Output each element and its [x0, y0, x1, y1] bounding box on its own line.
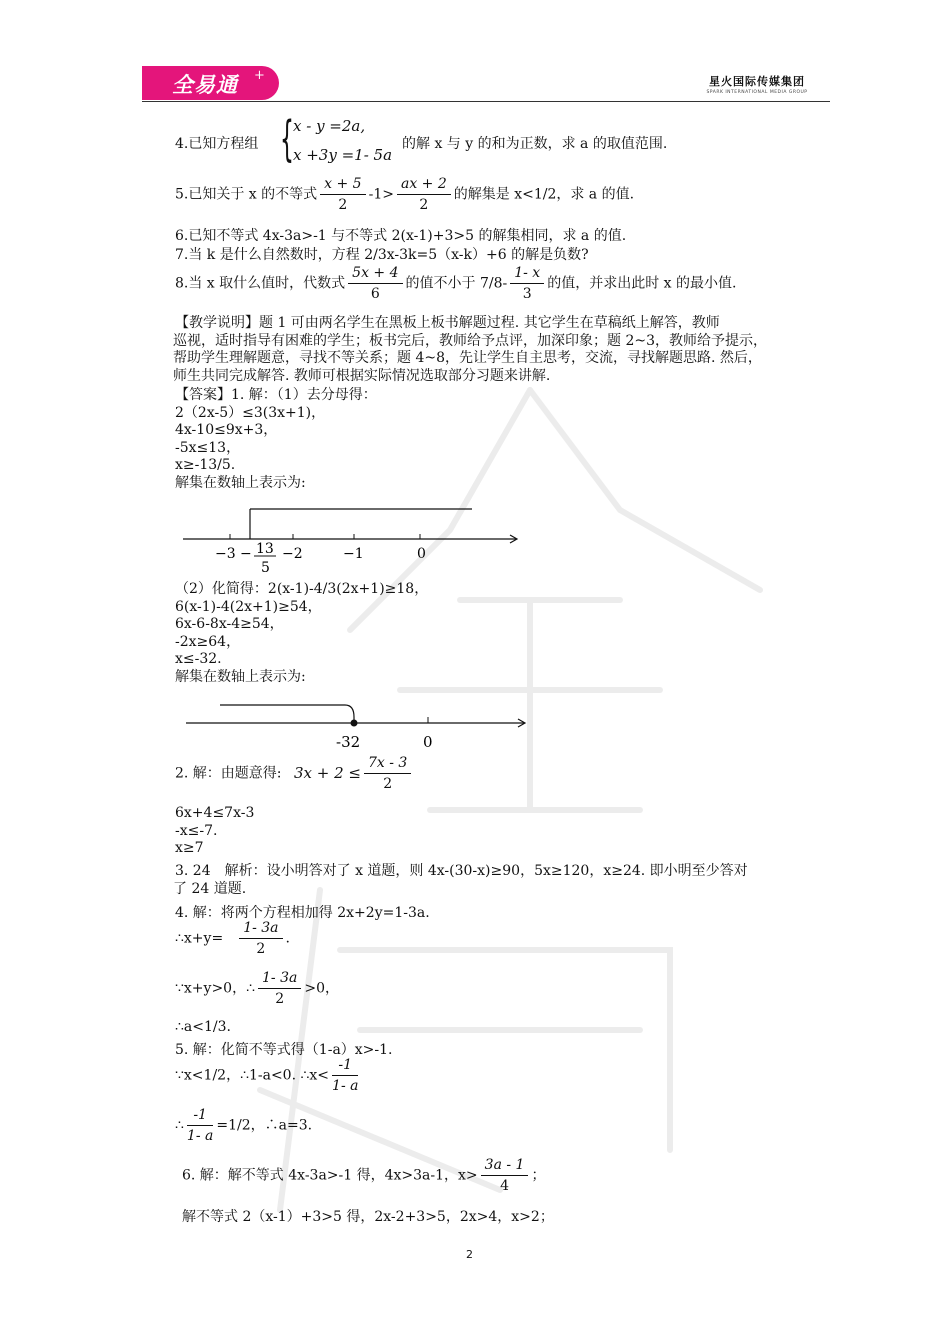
- answer-4-prefix: ∴x+y=: [175, 930, 224, 947]
- answer-6-fraction: [481, 1157, 529, 1194]
- answer-2-fraction-num: 7x - 3: [364, 755, 411, 774]
- answer-line: 2（2x-5）≤3(3x+1)，: [175, 404, 326, 421]
- answer-4-gt: >0，: [304, 980, 339, 997]
- question-7: 7.当 k 是什么自然数时，方程 2/3x-3k=5（x-k）+6 的解是负数?: [175, 247, 589, 263]
- axis-label: 0: [423, 733, 433, 751]
- answer-5-line-3: [175, 1107, 312, 1144]
- answer-line: -x≤-7.: [175, 822, 218, 839]
- answer-line: 了 24 道题.: [173, 881, 247, 897]
- answer-5-fraction-den: 1- a: [332, 1078, 359, 1094]
- answer-5-fraction: [332, 1057, 358, 1094]
- q5-prefix: 5.已知关于 x 的不等式: [175, 186, 318, 203]
- answer-5-line-2: [175, 1057, 361, 1094]
- q5-fraction-1: [320, 176, 365, 213]
- number-line-1: [180, 500, 525, 580]
- answer-line: 解集在数轴上表示为:: [175, 668, 306, 685]
- logo-text: 全易通: [172, 73, 238, 97]
- question-8: [175, 265, 736, 302]
- answer-6-fraction-num: 3a - 1: [481, 1157, 529, 1176]
- answer-2-steps: [175, 805, 254, 858]
- axis-fraction-den: 5: [261, 560, 270, 576]
- header-rule: [142, 101, 830, 102]
- teaching-notes: [175, 315, 767, 385]
- q8-fraction-2-den: 3: [522, 286, 532, 302]
- question-6: 6.已知不等式 4x-3a>-1 与不等式 2(x-1)+3>5 的解集相同，求 a 的值.: [175, 228, 627, 244]
- logo-star-icon: +: [254, 68, 265, 83]
- answer-5-therefore: ∴: [175, 1117, 184, 1134]
- q5-middle: -1>: [368, 186, 394, 203]
- q4-equation-1: x - y =2a,: [293, 117, 366, 135]
- answer-1-part-2: [175, 581, 428, 686]
- answer-4-because: ∵x+y>0，∴: [175, 980, 255, 997]
- answer-5-fraction-num: -1: [332, 1057, 358, 1076]
- answer-2-fraction-den: 2: [383, 776, 393, 792]
- answer-3: [175, 862, 748, 898]
- q5-suffix: 的解集是 x<1/2，求 a 的值.: [453, 186, 635, 203]
- answer-line: 6x-6-8x-4≥54，: [175, 616, 284, 632]
- q4-suffix: 的解 x 与 y 的和为正数，求 a 的取值范围.: [402, 136, 668, 152]
- answer-4-fraction-den: 2: [256, 941, 266, 957]
- q8-suffix: 的值，并求出此时 x 的最小值.: [547, 275, 737, 292]
- publisher-name-en: SPARK INTERNATIONAL MEDIA GROUP: [706, 90, 808, 95]
- q8-prefix: 8.当 x 取什么值时，代数式: [175, 275, 346, 292]
- answer-line: 3. 24 解析：设小明答对了 x 道题，则 4x-(30-x)≥90，5x≥120，x≥24. 即小明至少答对: [175, 863, 748, 879]
- number-line-2: [180, 695, 530, 755]
- answer-line: x≤-32.: [175, 651, 222, 667]
- question-5: [175, 176, 634, 213]
- teaching-line: 师生共同完成解答. 教师可根据实际情况选取部分习题来讲解.: [173, 367, 551, 384]
- answer-5-fraction-2: [187, 1107, 213, 1144]
- answer-4-fraction-num: 1- 3a: [239, 920, 282, 939]
- answer-line: 4x-10≤9x+3，: [175, 422, 278, 438]
- answer-4-fraction-2-den: 2: [275, 991, 285, 1007]
- answer-line: 解集在数轴上表示为:: [175, 474, 306, 491]
- q5-fraction-1-den: 2: [338, 197, 348, 213]
- q5-fraction-2-num: ax + 2: [397, 176, 451, 195]
- answer-2-lhs: 3x + 2 ≤: [293, 763, 361, 782]
- answer-line: x≥-13/5.: [175, 457, 236, 473]
- answer-2: [175, 755, 414, 792]
- answer-4-line-1: 4. 解：将两个方程相加得 2x+2y=1-3a.: [175, 905, 430, 921]
- axis-fraction-sign: −: [240, 546, 252, 562]
- q4-prefix: 4.已知方程组: [175, 136, 259, 152]
- answer-2-fraction: [364, 755, 411, 792]
- q8-fraction-1-den: 6: [370, 286, 380, 302]
- answer-4-suffix: .: [285, 930, 290, 947]
- q5-fraction-1-num: x + 5: [320, 176, 365, 195]
- answer-4-line-2: [175, 920, 290, 957]
- answer-5-fraction-2-num: -1: [187, 1107, 213, 1126]
- q5-fraction-2-den: 2: [419, 197, 429, 213]
- publisher-brand: [702, 73, 812, 95]
- answer-line: 6(x-1)-4(2x+1)≥54，: [175, 598, 322, 615]
- answer-4-fraction-2: [258, 970, 301, 1007]
- answer-line: -2x≥64，: [175, 633, 241, 650]
- axis-label: −3: [215, 546, 236, 562]
- axis-label: -32: [336, 733, 361, 751]
- answer-5-line-1: 5. 解：化简不等式得（1-a）x>-1.: [175, 1042, 393, 1058]
- q8-fraction-2: [510, 265, 544, 302]
- answer-4-fraction: [239, 920, 282, 957]
- answer-line: 6x+4≤7x-3: [175, 805, 255, 821]
- q8-fraction-1: [348, 265, 402, 302]
- answer-4-fraction-2-num: 1- 3a: [258, 970, 301, 989]
- q8-fraction-2-num: 1- x: [510, 265, 544, 284]
- answer-5-result: =1/2，∴a=3.: [216, 1117, 313, 1134]
- answer-2-prefix: 2. 解：由题意得:: [175, 765, 282, 782]
- closed-point-icon: [351, 720, 358, 727]
- answer-line: -5x≤13，: [175, 439, 241, 456]
- answer-6-fraction-den: 4: [500, 1178, 510, 1194]
- axis-label: 0: [417, 546, 426, 562]
- teaching-line: 【教学说明】题 1 可由两名学生在黑板上板书解题过程. 其它学生在草稿纸上解答，教师: [175, 315, 720, 331]
- answer-1: [175, 387, 377, 492]
- q5-fraction-2: [397, 176, 451, 213]
- teaching-line: 帮助学生理解题意，寻找不等关系；题 4~8，先让学生自主思考，交流，寻找解题思路. 然后，: [173, 350, 762, 366]
- brace-icon: {: [280, 113, 294, 168]
- q4-equation-2: x +3y =1- 5a: [293, 146, 393, 164]
- axis-fraction-num: 13: [256, 541, 274, 557]
- answer-6-suffix: ；: [531, 1167, 546, 1184]
- answer-line: x≥7: [175, 840, 204, 856]
- axis-label: −1: [343, 546, 364, 562]
- answer-4-line-3: [175, 970, 339, 1007]
- teaching-line: 巡视，适时指导有困难的学生；板书完后，教师给予点评，加深印象；题 2~3，教师给予提示，: [173, 332, 767, 349]
- q8-fraction-1-num: 5x + 4: [348, 265, 402, 284]
- answer-6-line-1: [182, 1157, 545, 1194]
- answer-5-prefix: ∵x<1/2，∴1-a<0. ∴x<: [175, 1067, 330, 1084]
- answer-5-fraction-2-den: 1- a: [186, 1128, 214, 1144]
- q8-middle: 的值不小于 7/8-: [405, 275, 508, 292]
- brand-logo: [142, 66, 279, 100]
- answer-6-prefix: 6. 解：解不等式 4x-3a>-1 得，4x>3a-1，x>: [182, 1167, 478, 1184]
- publisher-name: 星火国际传媒集团: [709, 75, 805, 88]
- page-number: 2: [466, 1248, 473, 1261]
- answer-line: （2）化简得：2(x-1)-4/3(2x+1)≥18，: [175, 581, 429, 597]
- answer-line: 【答案】1. 解：（1）去分母得：: [175, 387, 377, 403]
- answer-6-line-2: 解不等式 2（x-1）+3>5 得，2x-2+3>5，2x>4，x>2；: [182, 1209, 554, 1225]
- answer-4-line-4: ∴a<1/3.: [175, 1019, 231, 1035]
- axis-label: −2: [282, 546, 303, 562]
